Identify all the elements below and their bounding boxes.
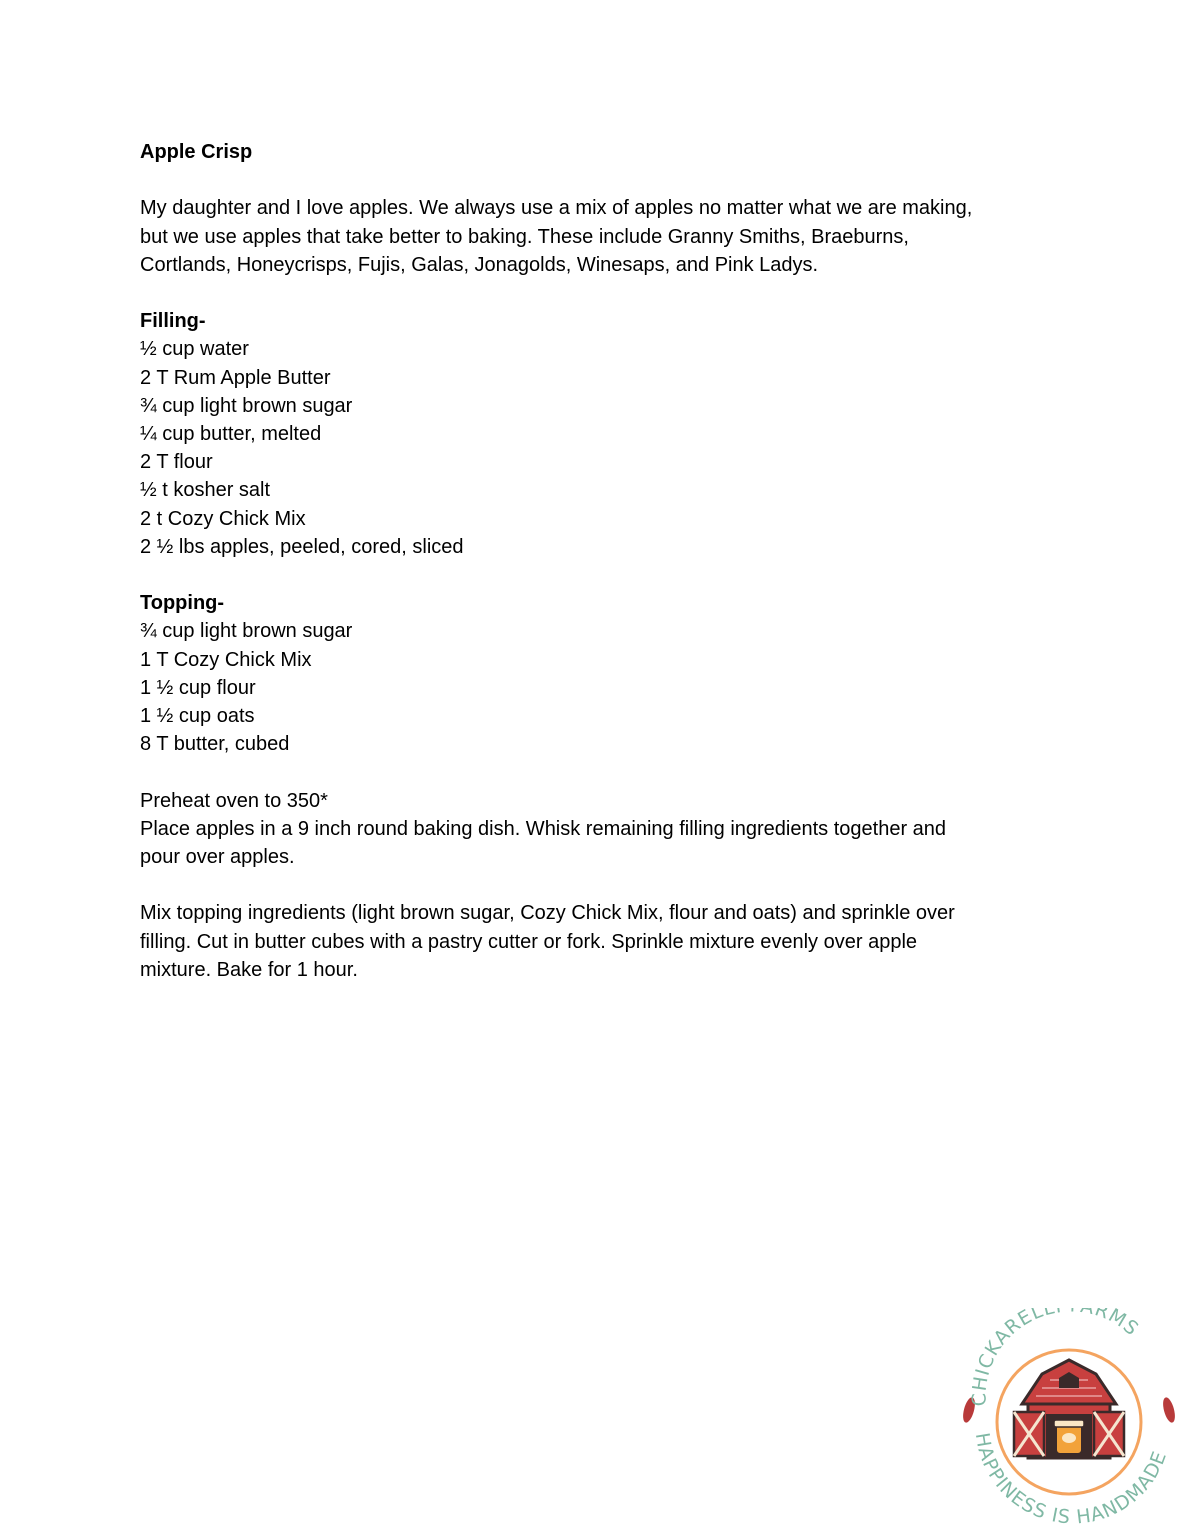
ingredient-item: ½ t kosher salt [140, 479, 271, 502]
instruction-line: pour over apples. [140, 846, 295, 869]
topping-ingredients-list [140, 617, 1060, 758]
instruction-line: mixture. Bake for 1 hour. [140, 958, 358, 981]
ingredient-item: 2 T Rum Apple Butter [140, 366, 331, 389]
ingredient-item: 1 ½ cup flour [140, 676, 256, 699]
instruction-line: filling. Cut in butter cubes with a pastry cutter or fork. Sprinkle mixture evenly over apple [140, 930, 918, 953]
recipe-title: Apple Crisp [140, 141, 253, 163]
filling-heading: Filling- [140, 310, 206, 333]
intro-paragraph [140, 194, 1060, 279]
topping-heading: Topping- [140, 592, 225, 615]
instructions-paragraph-1 [140, 787, 1060, 872]
ingredient-item: 1 ½ cup oats [140, 705, 255, 728]
spacer [140, 279, 1060, 307]
chickarelli-farms-logo [956, 1308, 1182, 1534]
ingredient-item: 1 T Cozy Chick Mix [140, 648, 312, 671]
intro-line: but we use apples that take better to baking. These include Granny Smiths, Braeburns, [140, 225, 909, 248]
spacer [140, 758, 1060, 786]
ingredient-item: ¼ cup butter, melted [140, 423, 322, 445]
ingredient-item: ½ cup water [140, 338, 249, 361]
ingredient-item: ¾ cup light brown sugar [140, 394, 353, 417]
spacer [140, 166, 1060, 194]
ingredient-item: ¾ cup light brown sugar [140, 620, 353, 643]
instruction-line: Preheat oven to 350* [140, 789, 328, 812]
intro-line: Cortlands, Honeycrisps, Fujis, Galas, Jonagolds, Winesaps, and Pink Ladys. [140, 253, 819, 276]
farm-logo-icon [956, 1308, 1182, 1534]
logo-top-text: CHICKARELL RMS [968, 1308, 1144, 1407]
ingredient-item: 2 t Cozy Chick Mix [140, 507, 306, 530]
recipe-document [140, 138, 1060, 984]
instruction-line: Place apples in a 9 inch round baking dish. Whisk remaining filling ingredients together and [140, 817, 947, 840]
logo-bottom-text: HAPPINESS IS HANDMADE [970, 1431, 1172, 1529]
spacer [140, 561, 1060, 589]
instructions-paragraph-2 [140, 899, 1060, 984]
instruction-line: Mix topping ingredients (light brown sugar, Cozy Chick Mix, flour and oats) and sprinkle over [140, 902, 955, 925]
ingredient-item: 2 ½ lbs apples, peeled, cored, sliced [140, 535, 464, 558]
filling-ingredients-list [140, 335, 1060, 561]
ingredient-item: 2 T flour [140, 451, 213, 474]
spacer [140, 871, 1060, 899]
ingredient-item: 8 T butter, cubed [140, 733, 290, 756]
intro-line: My daughter and I love apples. We always use a mix of apples no matter what we are making, [140, 197, 973, 220]
